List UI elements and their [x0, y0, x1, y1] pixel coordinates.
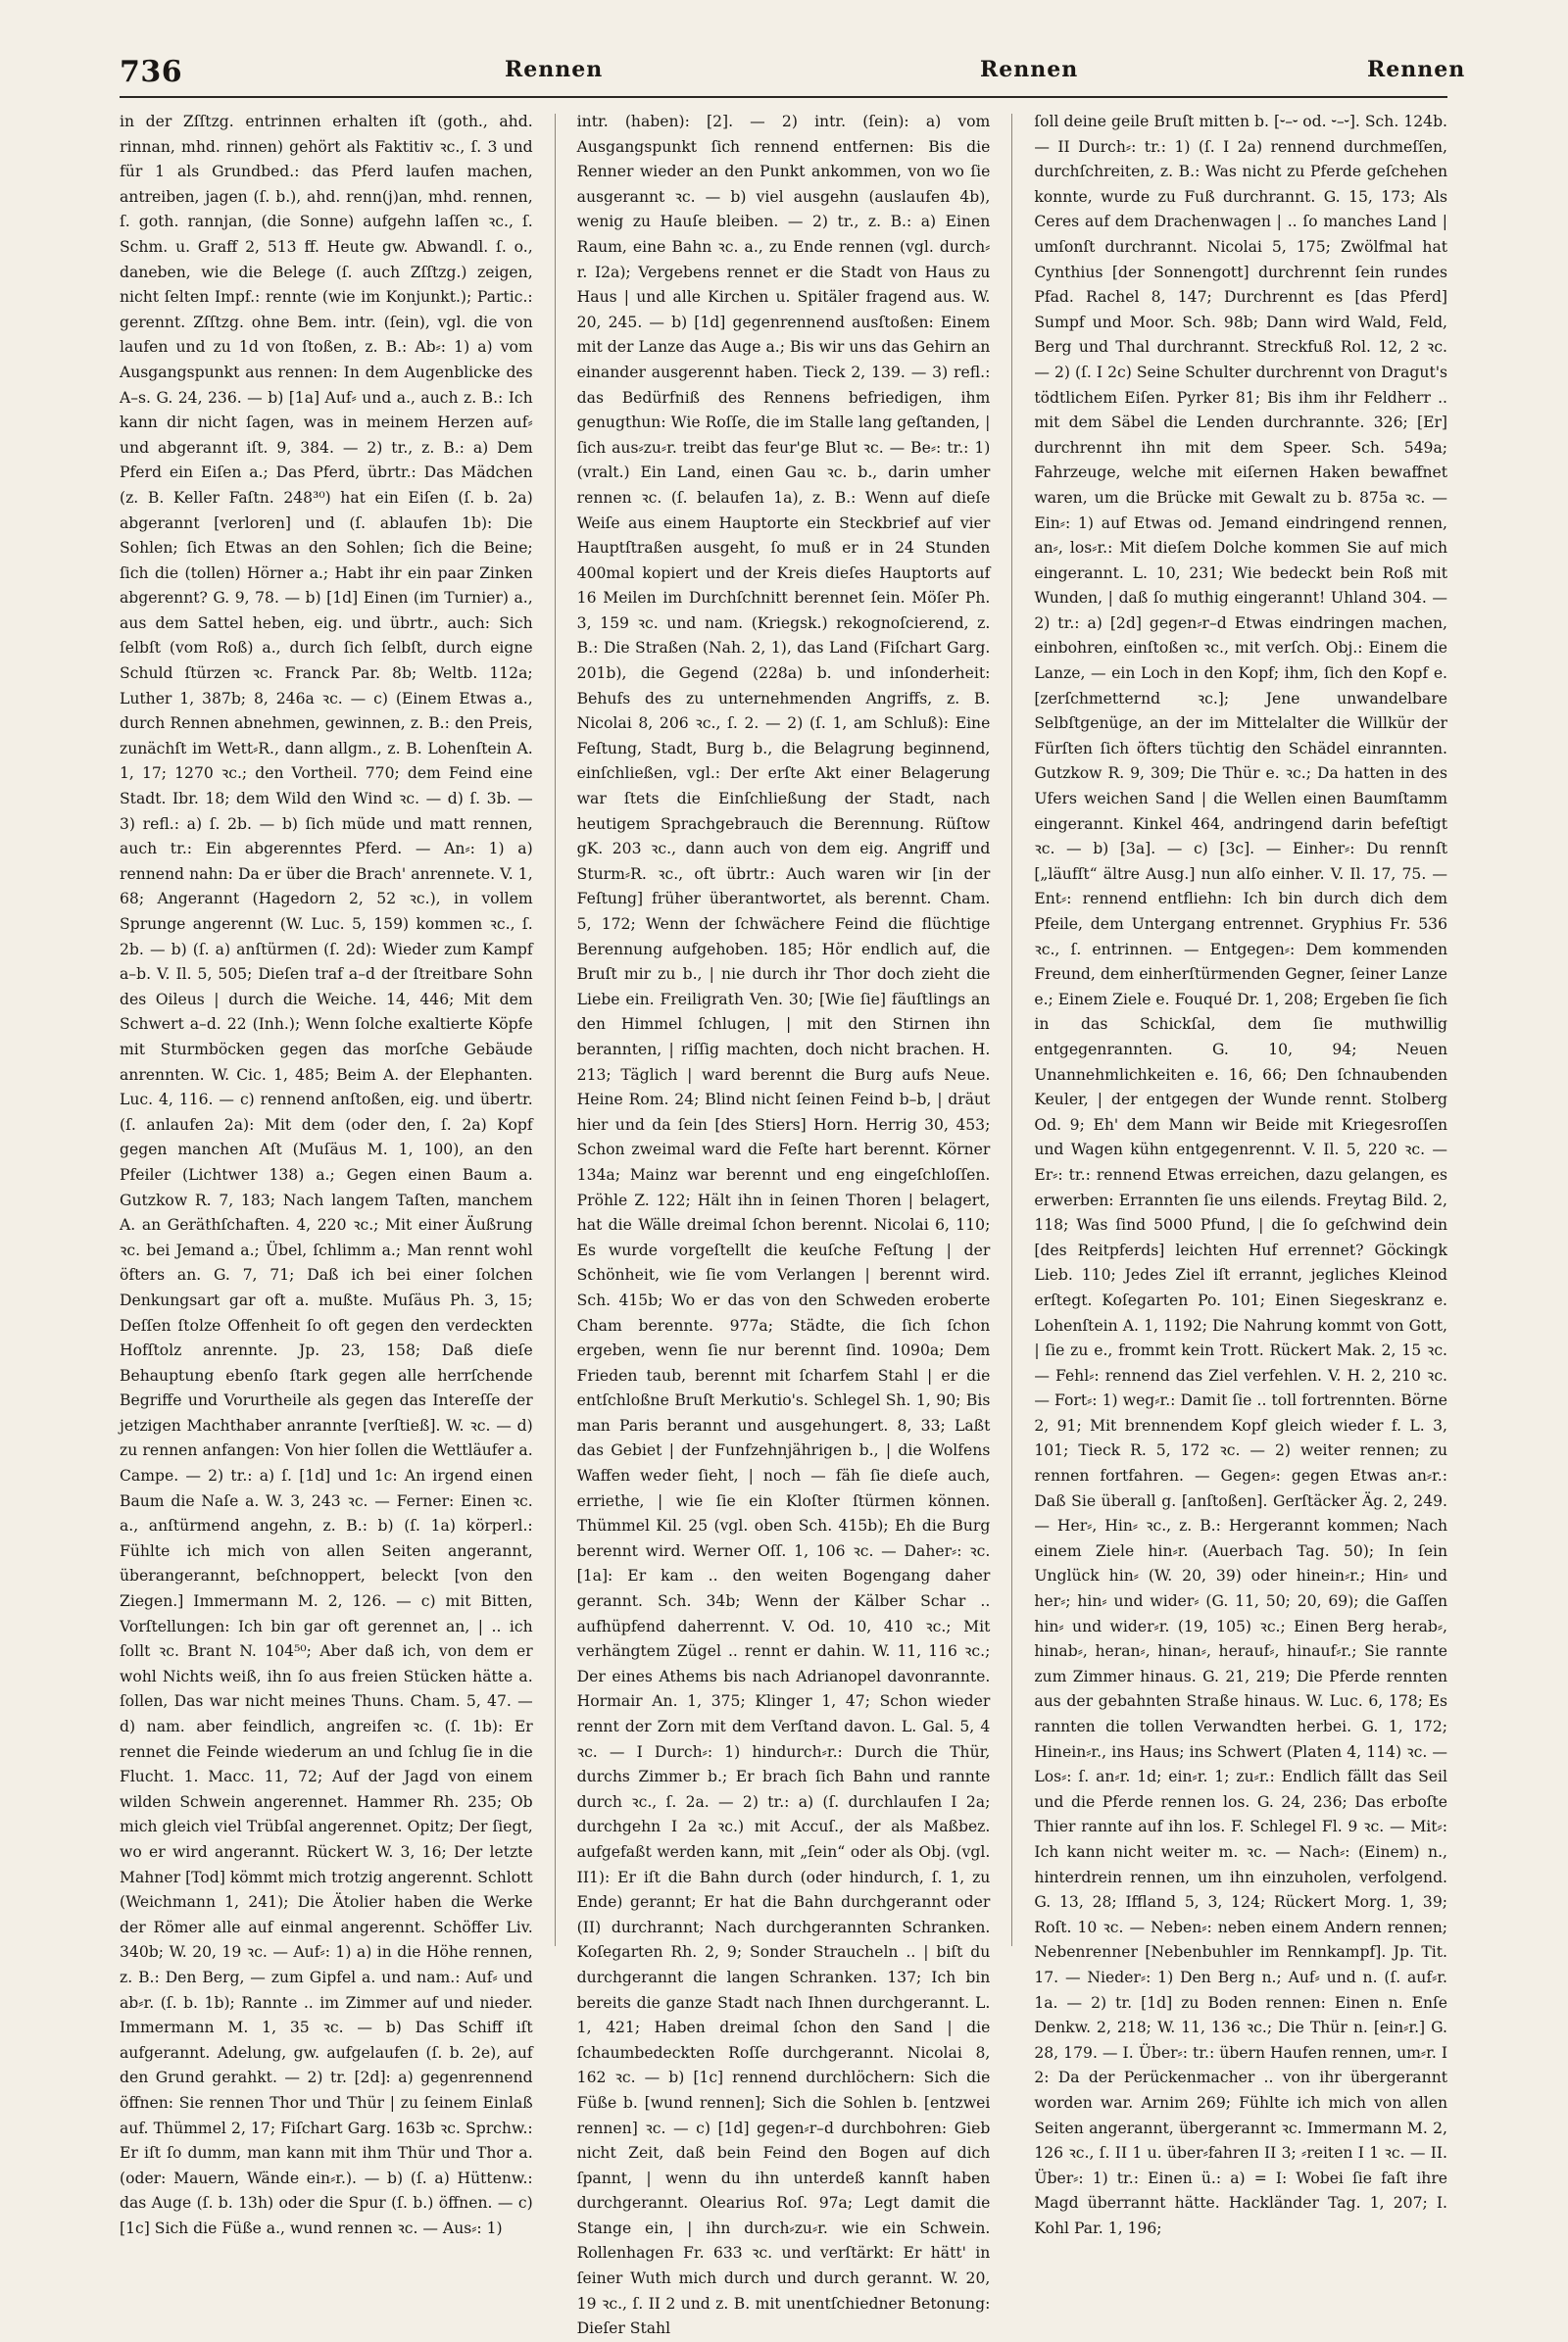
running-head-center: Rennen: [980, 57, 1079, 82]
dictionary-columns: [120, 110, 1448, 2338]
column-left: [120, 110, 533, 2237]
running-head-left: Rennen: [505, 57, 604, 82]
column-divider-1: [555, 114, 556, 1946]
header-rule: [120, 96, 1447, 98]
column-middle: [576, 110, 991, 2338]
column-left-text: in der Zſſtzg. entrinnen erhalten iſt (goth., ahd. rinnan, mhd. rinnen) gehört als Faktitiv ꝛc., ſ. 3 und für 1 als Grundbed.: das Pferd laufen machen, antreiben, jagen (ſ. b.), ahd. renn(j)an, mhd. rennen, ſ. goth. rannjan, (die Sonne) aufgehn laſſen ꝛc., ſ. Schm. u. Graff 2, 513 ff. Heute gw. Abwandl. ſ. o., daneben, wie die Belege (ſ. auch Zſſtzg.) zeigen, nicht ſelten Impf.: rennte (wie im Konjunkt.); Partic.: gerennt. Zſſtzg. ohne Bem. intr. (ſein), vgl. die von laufen und zu 1d von ſtoßen, z. B.: Ab⸗: 1) a) vom Ausgangspunkt aus rennen: In dem Augenblicke des A–s. G. 24, 236. — b) [1a] Auf⸗ und a., auch z. B.: Ich kann dir nicht ſagen, was in meinem Herzen auf⸗ und abgerannt iſt. 9, 384. — 2) tr., z. B.: a) Dem Pferd ein Eiſen a.; Das Pferd, übrtr.: Das Mädchen (z. B. Keller Faſtn. 248³⁰) hat ein Eiſen (ſ. b. 2a) abgerannt [verloren] und (ſ. ablaufen 1b): Die Sohlen; ſich Etwas an den Sohlen; ſich die Beine; ſich die (tollen) Hörner a.; Habt ihr ein paar Zinken abgerennt? G. 9, 78. — b) [1d] Einen (im Turnier) a., aus dem Sattel heben, eig. und übrtr., auch: Sich ſelbſt (vom Roß) a., durch ſich ſelbſt, durch eigne Schuld ſtürzen ꝛc. Franck Par. 8b; Weltb. 112a; Luther 1, 387b; 8, 246a ꝛc. — c) (Einem Etwas a., durch Rennen abnehmen, gewinnen, z. B.: den Preis, zunächſt im Wett⸗R., dann allgm., z. B. Lohenſtein A. 1, 17; 1270 ꝛc.; den Vortheil. 770; dem Feind eine Stadt. Ibr. 18; dem Wild den Wind ꝛc. — d) ſ. 3b. — 3) refl.: a) ſ. 2b. — b) ſich müde und matt rennen, auch tr.: Ein abgerenntes Pferd. — An⸗: 1) a) rennend nahn: Da er über die Brach' anrennete. V. 1, 68; Angerannt (Hagedorn 2, 52 ꝛc.), in vollem Sprunge angerennt (W. Luc. 5, 159) kommen ꝛc., ſ. 2b. — b) (ſ. a) anſtürmen (ſ. 2d): Wieder zum Kampf a–b. V. Il. 5, 505; Dieſen traf a–d der ſtreitbare Sohn des Oileus | durch die Weiche. 14, 446; Mit dem Schwert a–d. 22 (Inh.); Wenn ſolche exaltierte Köpfe mit Sturmböcken gegen das morſche Gebäude anrennten. W. Cic. 1, 485; Beim A. der Elephanten. Luc. 4, 116. — c) rennend anſtoßen, eig. und übertr. (ſ. anlaufen 2a): Mit dem (oder den, ſ. 2a) Kopf gegen manchen Aſt (Muſäus M. 1, 100), an den Pfeiler (Lichtwer 138) a.; Gegen einen Baum a. Gutzkow R. 7, 183; Nach langem Taſten, manchem A. an Geräthſchaften. 4, 220 ꝛc.; Mit einer Äußrung ꝛc. bei Jemand a.; Übel, ſchlimm a.; Man rennt wohl öfters an. G. 7, 71; Daß ich bei einer ſolchen Denkungsart gar oft a. mußte. Muſäus Ph. 3, 15; Deſſen ſtolze Offenheit ſo oft gegen den verdeckten Hofſtolz anrennte. Jp. 23, 158; Daß dieſe Behauptung ebenſo ſtark gegen alle herrſchende Begriffe und Vorurtheile als gegen das Intereſſe der jetzigen Machthaber anrannte [verſtieß]. W. ꝛc. — d) zu rennen anfangen: Von hier ſollen die Wettläufer a. Campe. — 2) tr.: a) ſ. [1d] und 1c: An irgend einen Baum die Naſe a. W. 3, 243 ꝛc. — Ferner: Einen ꝛc. a., anſtürmend angehn, z. B.: b) (ſ. 1a) körperl.: Fühlte ich mich von allen Seiten angerannt, überangerannt, beſchnoppert, beleckt [von den Ziegen.] Immermann M. 2, 126. — c) mit Bitten, Vorſtellungen: Ich bin gar oft gerennet an, | .. ich ſollt ꝛc. Brant N. 104⁵⁰; Aber daß ich, von dem er wohl Nichts weiß, ihn ſo aus freien Stücken hätte a. ſollen, Das war nicht meines Thuns. Cham. 5, 47. — d) nam. aber feindlich, angreifen ꝛc. (ſ. 1b): Er rennet die Feinde wiederum an und ſchlug ſie in die Flucht. 1. Macc. 11, 72; Auf der Jagd von einem wilden Schwein angerennet. Hammer Rh. 235; Ob mich gleich viel Trübſal angerennet. Opitz; Der ſiegt, wo er wird angerannt. Rückert W. 3, 16; Der letzte Mahner [Tod] kömmt mich trotzig angerennt. Schlott (Weichmann 1, 241); Die Ätolier haben die Werke der Römer alle auf einmal angerennt. Schöffer Liv. 340b; W. 20, 19 ꝛc. — Auf⸗: 1) a) in die Höhe rennen, z. B.: Den Berg, — zum Gipfel a. und nam.: Auf⸗ und ab⸗r. (ſ. b. 1b); Rannte .. im Zimmer auf und nieder. Immermann M. 1, 35 ꝛc. — b) Das Schiff iſt aufgerannt. Adelung, gw. aufgelaufen (ſ. b. 2e), auf den Grund gerahkt. — 2) tr. [2d]: a) gegenrennend öffnen: Sie rennen Thor und Thür | zu ſeinem Einlaß auf. Thümmel 2, 17; Fiſchart Garg. 163b ꝛc. Sprchw.: Er iſt ſo dumm, man kann mit ihm Thür und Thor a. (oder: Mauern, Wände ein⸗r.). — b) (ſ. a) Hüttenw.: das Auge (ſ. b. 13h) oder die Spur (ſ. b.) öffnen. — c) [1c] Sich die Füße a., wund rennen ꝛc. — Aus⸗: 1): [120, 113, 533, 2237]
running-head-right: Rennen: [1367, 57, 1466, 82]
page-header: [0, 0, 1568, 108]
column-right-text: ſoll deine geile Bruſt mitten b. [⏑–⏑ od. ⏑–⏑]. Sch. 124b. — II Durch⸗: tr.: 1) (ſ. I 2a) rennend durchmeſſen, durchſchreiten, z. B.: Was nicht zu Pferde geſchehen konnte, wurde zu Fuß durchrannt. G. 15, 173; Als Ceres auf dem Drachenwagen | .. ſo manches Land | umſonſt durchrannt. Nicolai 5, 175; Zwölfmal hat Cynthius [der Sonnengott] durchrennt ſein rundes Pfad. Rachel 8, 147; Durchrennt es [das Pferd] Sumpf und Moor. Sch. 98b; Dann wird Wald, Feld, Berg und Thal durchrannt. Streckfuß Rol. 12, 2 ꝛc. — 2) (ſ. I 2c) Seine Schulter durchrennt von Dragut's tödtlichem Eiſen. Pyrker 81; Bis ihm ihr Feldherr .. mit dem Säbel die Lenden durchrannte. 326; [Er] durchrennt ihn mit dem Speer. Sch. 549a; Fahrzeuge, welche mit eiſernen Haken bewaffnet waren, um die Brücke mit Gewalt zu b. 875a ꝛc. — Ein⸗: 1) auf Etwas od. Jemand eindringend rennen, an⸗, los⸗r.: Mit dieſem Dolche kommen Sie auf mich eingerannt. L. 10, 231; Wie bedeckt bein Roß mit Wunden, | daß ſo muthig eingerannt! Uhland 304. — 2) tr.: a) [2d] gegen⸗r–d Etwas eindringen machen, einbohren, einſtoßen ꝛc., mit verſch. Obj.: Einem die Lanze, — ein Loch in den Kopf; ihm, ſich den Kopf e. [zerſchmetternd ꝛc.]; Jene unwandelbare Selbſtgenüge, an der im Mittelalter die Willkür der Fürſten ſich öfters tüchtig den Schädel einrannten. Gutzkow R. 9, 309; Die Thür e. ꝛc.; Da hatten in des Ufers weichen Sand | die Wellen einen Baumſtamm eingerannt. Kinkel 464, andringend darin befeſtigt ꝛc. — b) [3a]. — c) [3c]. — Einher⸗: Du rennſt [„läufſt“ ältre Ausg.] nun alſo einher. V. Il. 17, 75. — Ent⸗: rennend entfliehn: Ich bin durch dich dem Pfeile, dem Untergang entrennet. Gryphius Fr. 536 ꝛc., ſ. entrinnen. — Entgegen⸗: Dem kommenden Freund, dem einherſtürmenden Gegner, ſeiner Lanze e.; Einem Ziele e. Fouqué Dr. 1, 208; Ergeben ſie ſich in das Schickſal, dem ſie muthwillig entgegenrannten. G. 10, 94; Neuen Unannehmlichkeiten e. 16, 66; Den ſchnaubenden Keuler, | der entgegen der Wunde rennt. Stolberg Od. 9; Eh' dem Mann wir Beide mit Kriegesroſſen und Wagen kühn entgegenrennt. V. Il. 5, 220 ꝛc. — Er⸗: tr.: rennend Etwas erreichen, dazu gelangen, es erwerben: Errannten ſie uns eilends. Freytag Bild. 2, 118; Was ſind 5000 Pfund, | die ſo geſchwind dein [des Reitpferds] leichten Huf errennet? Göckingk Lieb. 110; Jedes Ziel iſt errannt, jegliches Kleinod erſtegt. Koſegarten Po. 101; Einen Siegeskranz e. Lohenſtein A. 1, 1192; Die Nahrung kommt von Gott, | ſie zu e., frommt kein Trott. Rückert Mak. 2, 15 ꝛc. — Fehl⸗: rennend das Ziel verfehlen. V. H. 2, 210 ꝛc. — Fort⸗: 1) weg⸗r.: Damit ſie .. toll fortrennten. Börne 2, 91; Mit brennendem Kopf gleich wieder f. L. 3, 101; Tieck R. 5, 172 ꝛc. — 2) weiter rennen; zu rennen fortfahren. — Gegen⸗: gegen Etwas an⸗r.: Daß Sie überall g. [anſtoßen]. Gerſtäcker Äg. 2, 249. — Her⸗, Hin⸗ ꝛc., z. B.: Hergerannt kommen; Nach einem Ziele hin⸗r. (Auerbach Tag. 50); In ſein Unglück hin⸗ (W. 20, 39) oder hinein⸗r.; Hin⸗ und her⸗; hin⸗ und wider⸗ (G. 11, 50; 20, 69); die Gaſſen hin⸗ und wider⸗r. (19, 105) ꝛc.; Einen Berg herab⸗, hinab⸗, heran⸗, hinan⸗, herauf⸗, hinauf⸗r.; Sie rannte zum Zimmer hinaus. G. 21, 219; Die Pferde rennten aus der gebahnten Straße hinaus. W. Luc. 6, 178; Es rannten die tollen Verwandten herbei. G. 1, 172; Hinein⸗r., ins Haus; ins Schwert (Platen 4, 114) ꝛc. — Los⸗: ſ. an⸗r. 1d; ein⸗r. 1; zu⸗r.: Endlich fällt das Seil und die Pferde rennen los. G. 24, 236; Das erboſte Thier rannte auf ihn los. F. Schlegel Fl. 9 ꝛc. — Mit⸗: Ich kann nicht weiter m. ꝛc. — Nach⸗: (Einem) n., hinterdrein rennen, um ihn einzuholen, verfolgend. G. 13, 28; Iffland 5, 3, 124; Rückert Morg. 1, 39; Roſt. 10 ꝛc. — Neben⸗: neben einem Andern rennen; Nebenrenner [Nebenbuhler im Rennkampf]. Jp. Tit. 17. — Nieder⸗: 1) Den Berg n.; Auf⸗ und n. (ſ. auf⸗r. 1a. — 2) tr. [1d] zu Boden rennen: Einen n. Enſe Denkw. 2, 218; W. 11, 136 ꝛc.; Die Thür n. [ein⸗r.] G. 28, 179. — I. Über⸗: tr.: übern Haufen rennen, um⸗r. I 2: Da der Perückenmacher .. von ihr übergerannt worden war. Arnim 269; Fühlte ich mich von allen Seiten angerannt, übergerannt ꝛc. Immermann M. 2, 126 ꝛc., ſ. II 1 u. über⸗fahren II 3; ⸗reiten I 1 ꝛc. — II. Über⸗: 1) tr.: Einen ü.: a) = I: Wobei ſie faſt ihre Magd überrannt hätte. Hackländer Tag. 1, 207; I. Kohl Par. 1, 196;: [1034, 113, 1448, 2237]
column-divider-2: [1011, 114, 1012, 1946]
column-right: [1034, 110, 1448, 2237]
column-middle-text: intr. (haben): [2]. — 2) intr. (ſein): a) vom Ausgangspunkt ſich rennend entfernen: Bis die Renner wieder an den Punkt ankommen, von wo ſie ausgerannt ꝛc. — b) viel ausgehn (auslaufen 4b), wenig zu Hauſe bleiben. — 2) tr., z. B.: a) Einen Raum, eine Bahn ꝛc. a., zu Ende rennen (vgl. durch⸗r. I2a); Vergebens rennet er die Stadt von Haus zu Haus | und alle Kirchen u. Spitäler fragend aus. W. 20, 245. — b) [1d] gegenrennend ausſtoßen: Einem mit der Lanze das Auge a.; Bis wir uns das Gehirn an einander ausgerennt haben. Tieck 2, 139. — 3) refl.: das Bedürfniß des Rennens befriedigen, ihm genugthun: Wie Roſſe, die im Stalle lang geſtanden, | ſich aus⸗zu⸗r. treibt das feur'ge Blut ꝛc. — Be⸗: tr.: 1) (vralt.) Ein Land, einen Gau ꝛc. b., darin umher rennen ꝛc. (ſ. belaufen 1a), z. B.: Wenn auf dieſe Weiſe aus einem Hauptorte ein Steckbrief auf vier Hauptſtraßen ausgeht, ſo muß er in 24 Stunden 400mal kopiert und der Kreis dieſes Hauptorts auf 16 Meilen im Durchſchnitt berennet ſein. Möſer Ph. 3, 159 ꝛc. und nam. (Kriegsk.) rekognoſcierend, z. B.: Die Straßen (Nah. 2, 1), das Land (Fiſchart Garg. 201b), die Gegend (228a) b. und inſonderheit: Behufs des zu unternehmenden Angriffs, z. B. Nicolai 8, 206 ꝛc., ſ. 2. — 2) (ſ. 1, am Schluß): Eine Feſtung, Stadt, Burg b., die Belagrung beginnend, einſchließen, vgl.: Der erſte Akt einer Belagerung war ſtets die Einſchließung der Stadt, nach heutigem Sprachgebrauch die Berennung. Rüſtow gK. 203 ꝛc., dann auch von dem eig. Angriff und Sturm⸗R. ꝛc., oft übrtr.: Auch waren wir [in der Feſtung] früher überantwortet, als berennt. Cham. 5, 172; Wenn der ſchwächere Feind die flüchtige Berennung aufgehoben. 185; Hör endlich auf, die Bruſt mir zu b., | nie durch ihr Thor doch zieht die Liebe ein. Freiligrath Ven. 30; [Wie ſie] fäuſtlings an den Himmel ſchlugen, | mit den Stirnen ihn berannten, | riſſig machten, doch nicht brachen. H. 213; Täglich | ward berennt die Burg aufs Neue. Heine Rom. 24; Blind nicht ſeinen Feind b–b, | dräut hier und da ſein [des Stiers] Horn. Herrig 30, 453; Schon zweimal ward die Feſte hart berennt. Körner 134a; Mainz war berennt und eng eingeſchloſſen. Pröhle Z. 122; Hält ihn in ſeinen Thoren | belagert, hat die Wälle dreimal ſchon berennt. Nicolai 6, 110; Es wurde vorgeſtellt die keuſche Feſtung | der Schönheit, wie ſie vom Verlangen | berennt wird. Sch. 415b; Wo er das von den Schweden eroberte Cham berennte. 977a; Städte, die ſich ſchon ergeben, wenn ſie nur berennt ſind. 1090a; Dem Frieden taub, berennt mit ſcharfem Stahl | er die entſchloßne Bruſt Merkutio's. Schlegel Sh. 1, 90; Bis man Paris berannt und ausgehungert. 8, 33; Laßt das Gebiet | der Funfzehnjährigen b., | die Wolfens Waffen weder ſieht, | noch — fäh ſie dieſe auch, erriethe, | wie ſie ein Kloſter ſtürmen können. Thümmel Kil. 25 (vgl. oben Sch. 415b); Eh die Burg berennt wird. Werner Oſſ. 1, 106 ꝛc. — Daher⸗: ꝛc. [1a]: Er kam .. den weiten Bogengang daher gerannt. Sch. 34b; Wenn der Kälber Schar .. aufhüpfend daherrennt. V. Od. 10, 410 ꝛc.; Mit verhängtem Zügel .. rennt er dahin. W. 11, 116 ꝛc.; Der eines Athems bis nach Adrianopel davonrannte. Hormair An. 1, 375; Klinger 1, 47; Schon wieder rennt der Zorn mit dem Verſtand davon. L. Gal. 5, 4 ꝛc. — I Durch⸗: 1) hindurch⸗r.: Durch die Thür, durchs Zimmer b.; Er brach ſich Bahn und rannte durch ꝛc., ſ. 2a. — 2) tr.: a) (ſ. durchlaufen I 2a; durchgehn I 2a ꝛc.) mit Accuſ., der als Maßbez. aufgefaßt werden kann, mit „ſein“ oder als Obj. (vgl. II1): Er iſt die Bahn durch (oder hindurch, ſ. 1, zu Ende) gerannt; Er hat die Bahn durchgerannt oder (II) durchrannt; Nach durchgerannten Schranken. Koſegarten Rh. 2, 9; Sonder Straucheln .. | biſt du durchgerannt die langen Schranken. 137; Ich bin bereits die ganze Stadt nach Ihnen durchgerannt. L. 1, 421; Haben dreimal ſchon den Sand | die ſchaumbedeckten Roſſe durchgerannt. Nicolai 8, 162 ꝛc. — b) [1c] rennend durchlöchern: Sich die Füße b. [wund rennen]; Sich die Sohlen b. [entzwei rennen] ꝛc. — c) [1d] gegen⸗r–d durchbohren: Gieb nicht Zeit, daß bein Feind den Bogen auf dich ſpannt, | wenn du ihn unterdeß kannſt haben durchgerannt. Olearius Roſ. 97a; Legt damit die Stange ein, | ihn durch⸗zu⸗r. wie ein Schwein. Rollenhagen Fr. 633 ꝛc. und verſtärkt: Er hätt' in ſeiner Wuth mich durch und durch gerannt. W. 20, 19 ꝛc., ſ. II 2 und z. B. mit unentſchiedner Betonung: Dieſer Stahl: [576, 113, 991, 2338]
page-number: 736: [120, 55, 183, 89]
